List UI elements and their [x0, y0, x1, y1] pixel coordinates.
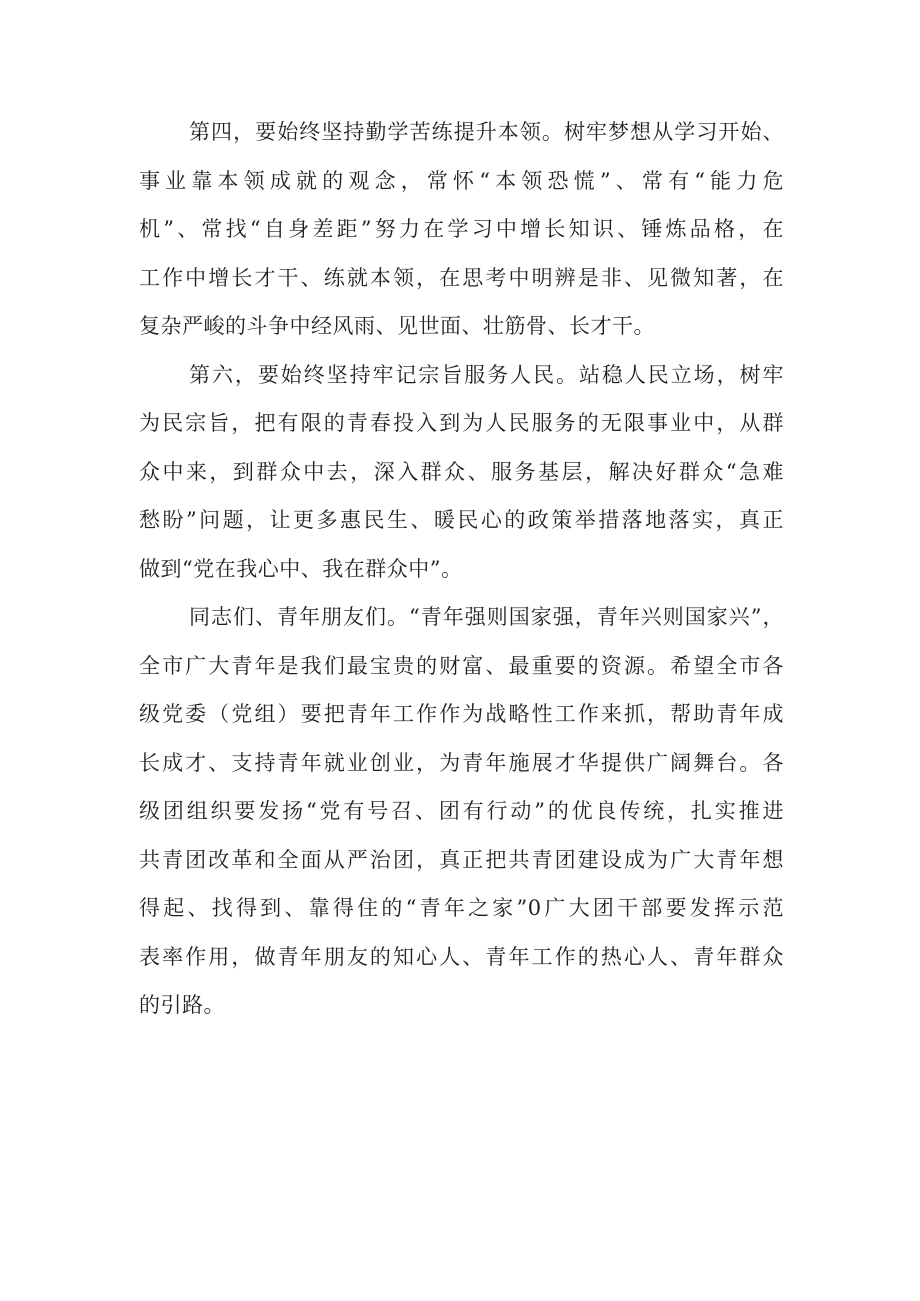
text-line: 级党委（党组）要把青年工作作为战略性工作来抓，帮助青年成: [139, 702, 784, 726]
paragraph-sixth: [139, 351, 784, 594]
text-line: 愁盼”问题，让更多惠民生、暖民心的政策举措落地落实，真正: [139, 508, 784, 532]
document-body: [139, 108, 784, 1030]
text-line: 长成才、支持青年就业创业，为青年施展才华提供广阔舞台。各: [139, 750, 784, 775]
text-line: 事业靠本领成就的观念，常怀“本领恐慌”、常有“能力危: [139, 168, 784, 193]
text-line: 众中来，到群众中去，深入群众、服务基层，解决好群众“急难: [139, 459, 784, 484]
text-line: 级团组织要发扬“党有号召、团有行动”的优良传统，扎实推进: [139, 799, 784, 823]
text-line: 同志们、青年朋友们。“青年强则国家强，青年兴则国家兴”，: [189, 605, 784, 629]
text-line: 复杂严峻的斗争中经风雨、见世面、壮筋骨、长才干。: [139, 314, 655, 338]
text-line: 第四，要始终坚持勤学苦练提升本领。树牢梦想从学习开始、: [189, 120, 784, 144]
text-line: 全市广大青年是我们最宝贵的财富、最重要的资源。希望全市各: [139, 653, 784, 678]
text-line: 做到“党在我心中、我在群众中”。: [139, 556, 463, 581]
text-line: 机”、常找“自身差距”努力在学习中增长知识、锤炼品格，在: [139, 217, 784, 241]
text-line: 共青团改革和全面从严治团，真正把共青团建设成为广大青年想: [139, 847, 784, 872]
text-line: 表率作用，做青年朋友的知心人、青年工作的热心人、青年群众: [139, 944, 784, 969]
text-line: 第六，要始终坚持牢记宗旨服务人民。站稳人民立场，树牢: [189, 362, 784, 387]
text-line: 的引路。: [139, 993, 225, 1017]
text-line: 得起、找得到、靠得住的“青年之家”0广大团干部要发挥示范: [139, 896, 784, 920]
paragraph-fourth: [139, 108, 784, 351]
text-line: 为民宗旨，把有限的青春投入到为人民服务的无限事业中，从群: [139, 411, 784, 435]
paragraph-closing: [139, 593, 784, 1030]
text-line: 工作中增长才干、练就本领，在思考中明辨是非、见微知著，在: [139, 265, 784, 290]
